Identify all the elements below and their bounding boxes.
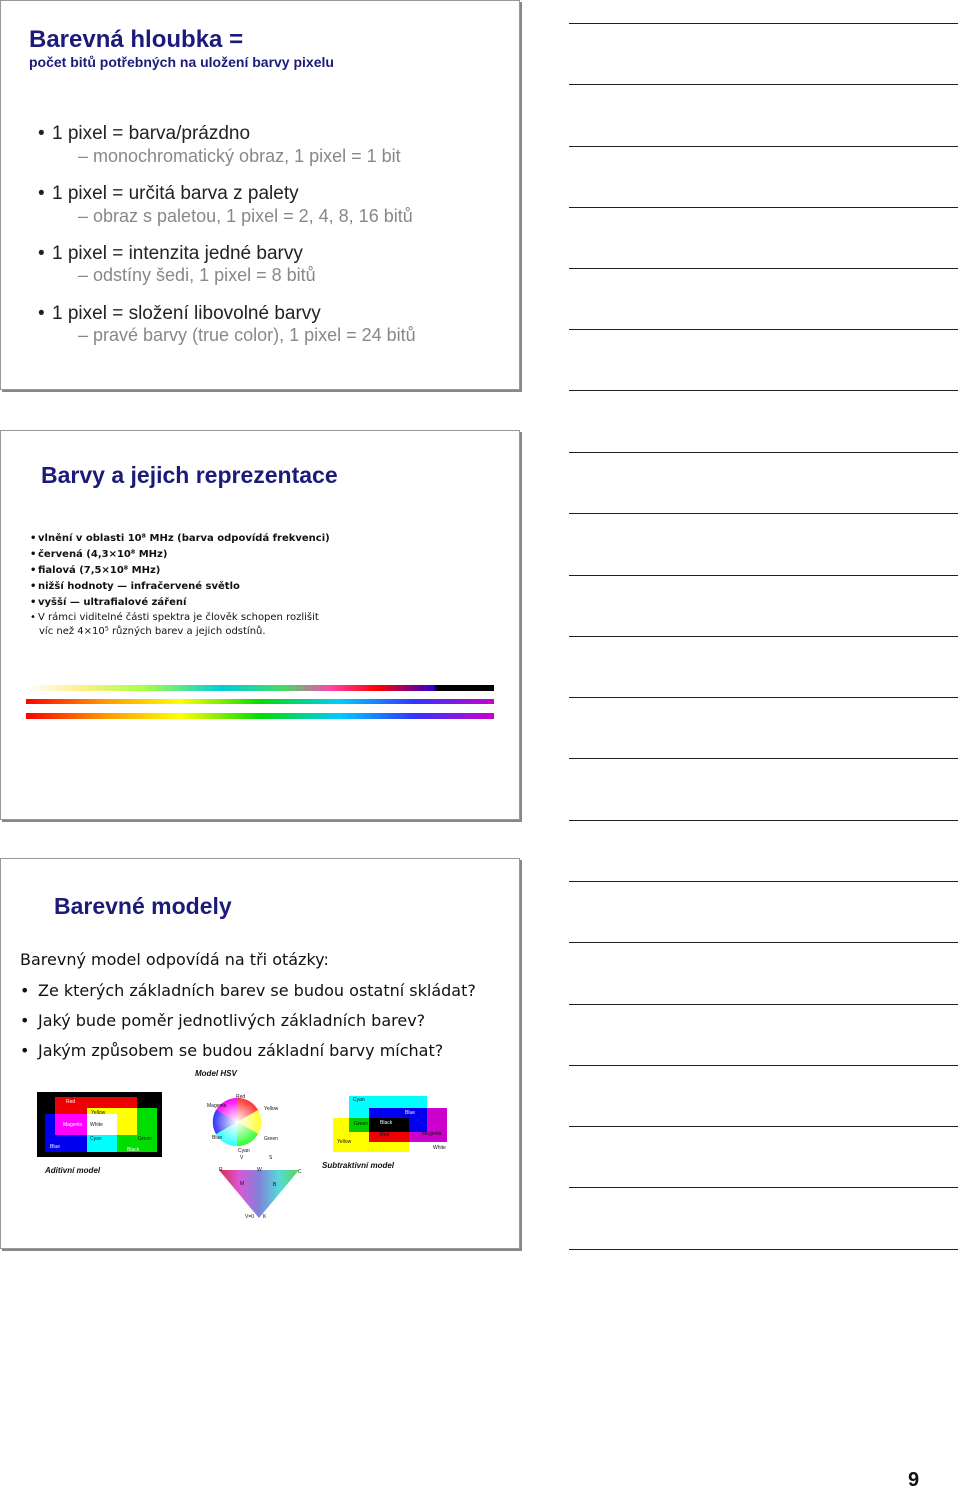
bullet-icon: • — [38, 243, 45, 264]
note-line — [569, 1187, 958, 1188]
note-line — [569, 390, 958, 391]
hsv-k-label: K — [263, 1214, 267, 1220]
hsv-m-label: M — [240, 1181, 245, 1187]
bullet-icon: • — [38, 123, 45, 144]
additive-red-label: Red — [66, 1099, 76, 1105]
slide-1-title: Barevná hloubka = — [29, 26, 244, 53]
slide-1-sub-bullet: – obraz s paletou, 1 pixel = 2, 4, 8, 16 bitů — [78, 206, 413, 226]
note-line — [569, 329, 958, 330]
slide-1-sub-bullet: – pravé barvy (true color), 1 pixel = 24 bitů — [78, 325, 416, 345]
note-line — [569, 881, 958, 882]
subtractive-black-label: Black — [380, 1120, 393, 1126]
bullet-icon: • — [20, 981, 30, 1000]
hsv-green-label: Green — [264, 1136, 278, 1142]
slide-1-sub-bullet: – monochromatický obraz, 1 pixel = 1 bit — [78, 146, 401, 166]
subtractive-model-label: Subtraktivní model — [322, 1161, 395, 1170]
hsv-cyan-label: Cyan — [238, 1148, 250, 1154]
bullet-icon: • — [30, 533, 37, 544]
hsv-yellow-label: Yellow — [264, 1106, 279, 1112]
subtractive-green-label: Green — [354, 1121, 368, 1127]
hsv-c-label: C — [298, 1169, 302, 1175]
subtractive-yellow-label: Yellow — [337, 1139, 352, 1145]
note-line — [569, 758, 958, 759]
hsv-r-label: R — [219, 1167, 223, 1173]
hsv-v-label: V — [240, 1155, 244, 1161]
additive-magenta-label: Magenta — [63, 1122, 83, 1128]
note-line — [569, 513, 958, 514]
additive-yellow-label: Yellow — [91, 1110, 106, 1116]
slide-3-intro: Barevný model odpovídá na tři otázky: — [20, 950, 329, 969]
note-line — [569, 1004, 958, 1005]
bullet-icon: • — [30, 612, 36, 623]
note-line — [569, 146, 958, 147]
note-line — [569, 697, 958, 698]
bullet-icon: • — [30, 597, 37, 608]
additive-black-label: Black — [127, 1147, 140, 1153]
hsv-blue-label: Blue — [212, 1135, 223, 1141]
additive-cyan-label: Cyan — [90, 1136, 102, 1142]
slide-3-title: Barevné modely — [54, 893, 232, 919]
note-line — [569, 820, 958, 821]
additive-green-label: Green — [138, 1136, 152, 1142]
hsv-b-label: B — [273, 1182, 277, 1188]
hsv-red-label: Red — [236, 1094, 246, 1100]
note-line — [569, 1126, 958, 1127]
additive-blue-label: Blue — [50, 1144, 61, 1150]
hsv-magenta-label: Magenta — [207, 1103, 227, 1109]
color-spectrum-image — [0, 680, 520, 725]
subtractive-cyan-label: Cyan — [353, 1097, 365, 1103]
bullet-icon: • — [38, 183, 45, 204]
slide-1-subtitle: počet bitů potřebných na uložení barvy pixelu — [29, 54, 334, 70]
slide-2-title: Barvy a jejich reprezentace — [41, 462, 338, 488]
spectrum-band — [26, 713, 494, 719]
bullet-icon: • — [38, 303, 45, 324]
bullet-icon: • — [30, 581, 37, 592]
subtractive-blue-label: Blue — [405, 1110, 416, 1116]
subtractive-magenta-label: Magenta — [422, 1131, 442, 1137]
hsv-s-label: S — [269, 1155, 273, 1161]
hsv-model-image — [205, 1092, 315, 1224]
note-line — [569, 1065, 958, 1066]
note-line — [569, 636, 958, 637]
additive-model-label: Aditivní model — [45, 1166, 101, 1175]
note-line — [569, 1249, 958, 1250]
note-line — [569, 84, 958, 85]
bullet-icon: • — [30, 549, 37, 560]
note-line — [569, 942, 958, 943]
note-line — [569, 452, 958, 453]
bullet-icon: • — [20, 1011, 30, 1030]
spectrum-band — [26, 685, 494, 691]
hsv-v0-label: V=0 — [245, 1214, 255, 1220]
slide-2-bullet-continuation: víc než 4×10⁵ různých barev a jejich odstínů. — [39, 626, 266, 637]
hsv-w-label: W — [257, 1167, 262, 1173]
additive-white-label: White — [90, 1122, 103, 1128]
subtractive-red-label: Red — [380, 1132, 390, 1138]
note-line — [569, 268, 958, 269]
page-number: 9 — [908, 1469, 920, 1491]
note-line — [569, 23, 958, 24]
bullet-icon: • — [20, 1041, 30, 1060]
note-line — [569, 207, 958, 208]
note-line — [569, 575, 958, 576]
slide-1-sub-bullet: – odstíny šedi, 1 pixel = 8 bitů — [78, 265, 316, 285]
spectrum-band — [26, 699, 494, 704]
hsv-model-label: Model HSV — [195, 1069, 237, 1078]
subtractive-white-label: White — [433, 1145, 446, 1151]
bullet-icon: • — [30, 565, 37, 576]
